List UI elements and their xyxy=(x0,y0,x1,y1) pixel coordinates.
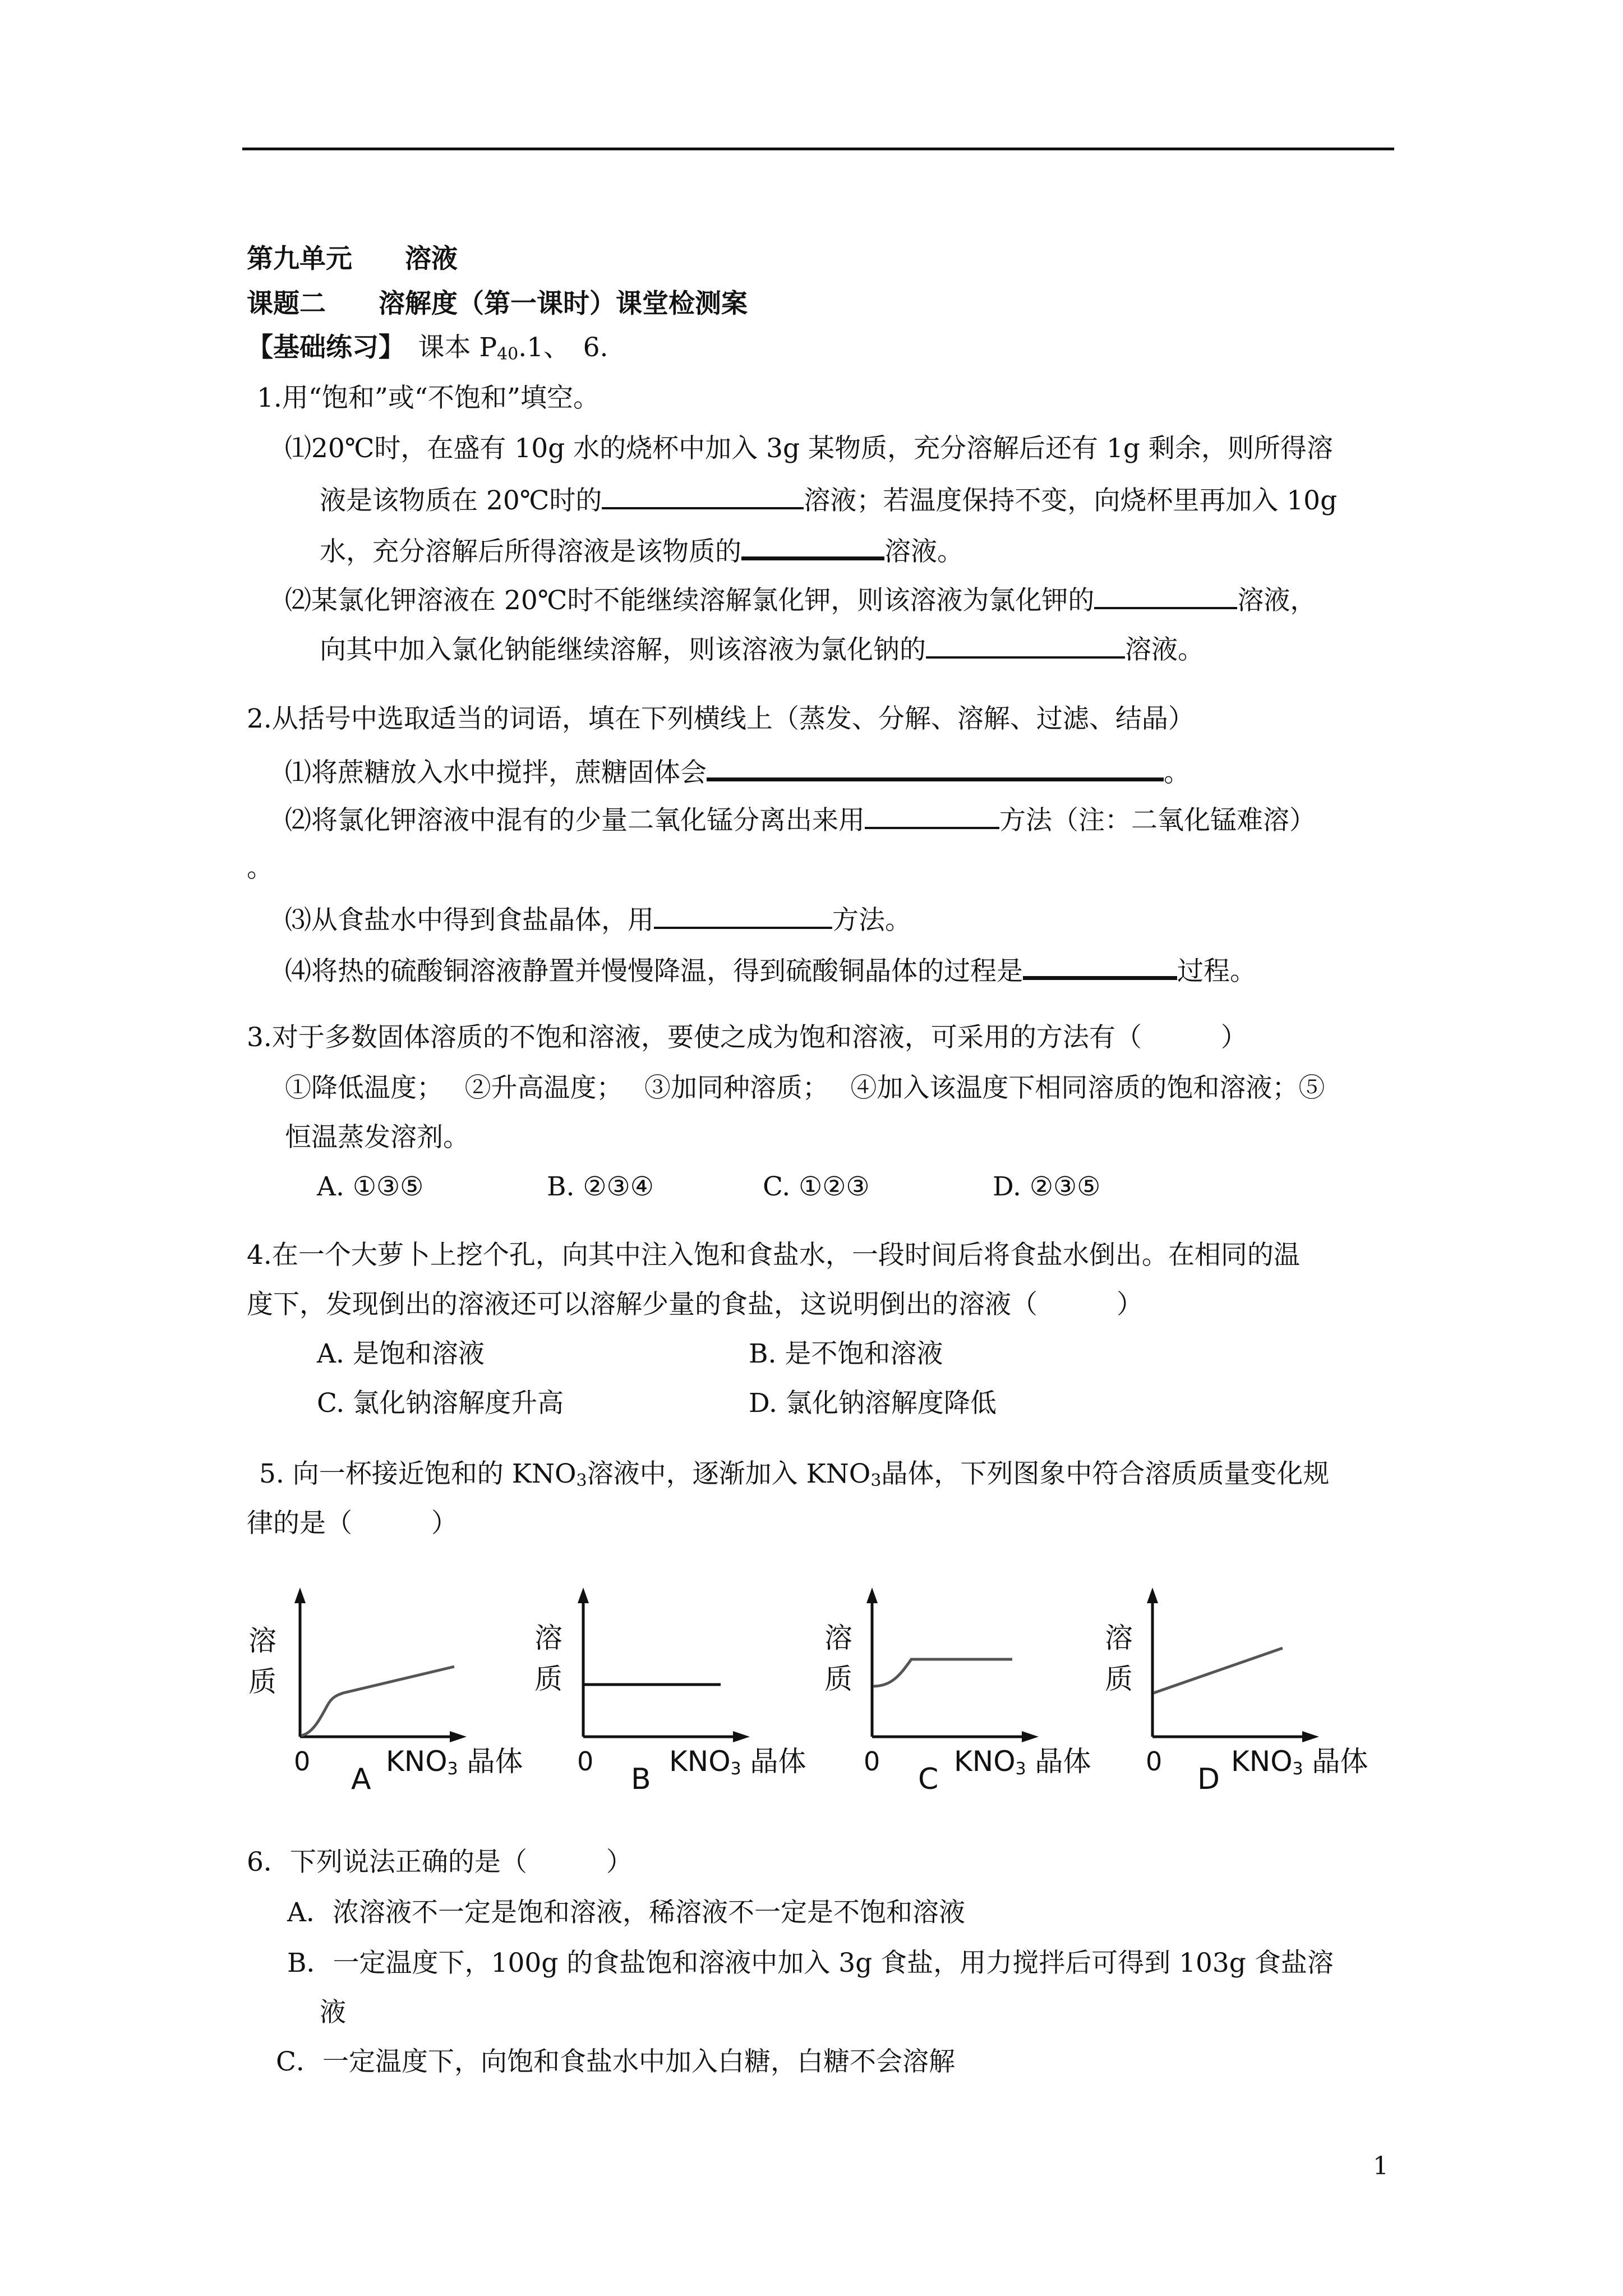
q4-stem-line1: 4.在一个大萝卜上挖个孔，向其中注入饱和食盐水，一段时间后将食盐水倒出。在相同的温 xyxy=(247,1240,1300,1271)
x-axis-arrow xyxy=(1302,1731,1319,1742)
q2-part2-text-b: 方法（注：二氧化锰难溶） xyxy=(999,805,1316,836)
graph-letter: B xyxy=(631,1763,651,1796)
x-label-sub: 3 xyxy=(730,1759,741,1779)
textbook-ref: 课本 P xyxy=(418,332,497,363)
y-label-top: 溶 xyxy=(824,1622,852,1654)
q2-part2 xyxy=(285,802,1316,838)
answer-blank[interactable] xyxy=(741,532,884,560)
page-number: 1 xyxy=(1373,2152,1389,2180)
y-axis-arrow xyxy=(1147,1588,1158,1603)
q5-text-c: 晶体，下列图象中符合溶质质量变化规 xyxy=(881,1458,1330,1489)
q6-option-b-line1[interactable]: B．一定温度下，100g 的食盐饱和溶液中加入 3g 食盐，用力搅拌后可得到 103g 食盐溶 xyxy=(287,1948,1334,1978)
q5-text-a: 5. 向一杯接近饱和的 KNO xyxy=(259,1458,577,1489)
y-label-bottom: 质 xyxy=(824,1663,852,1695)
x-label-text: KNO xyxy=(954,1745,1016,1778)
unit-title: 第九单元 溶液 xyxy=(247,243,458,274)
answer-blank[interactable] xyxy=(602,482,804,509)
answer-blank[interactable] xyxy=(654,902,832,929)
x-label-tail: 晶体 xyxy=(741,1745,806,1778)
q3-options-line1: ①降低温度； ②升高温度； ③加同种溶质； ④加入该温度下相同溶质的饱和溶液；⑤ xyxy=(285,1073,1325,1103)
q3-choice-b[interactable]: B. ②③④ xyxy=(547,1171,654,1202)
textbook-ref-tail: .1、 6. xyxy=(518,332,608,363)
y-label-bottom: 质 xyxy=(1105,1663,1133,1695)
y-label-top: 溶 xyxy=(534,1622,562,1654)
q1-part2-line1 xyxy=(285,582,1316,618)
y-axis-arrow xyxy=(866,1588,878,1603)
x-label-tail: 晶体 xyxy=(1026,1745,1091,1778)
y-axis-arrow xyxy=(578,1588,589,1603)
graph-c[interactable] xyxy=(799,1582,1091,1806)
x-label-sub: 3 xyxy=(1292,1759,1303,1779)
answer-blank[interactable] xyxy=(1023,951,1177,980)
q1-part1-text-b: 溶液；若温度保持不变，向烧杯里再加入 10g xyxy=(804,485,1338,516)
q1-part2-text-c: 向其中加入氯化钠能继续溶解，则该溶液为氯化钠的 xyxy=(320,634,926,665)
q3-stem: 3.对于多数固体溶质的不饱和溶液，要使之成为饱和溶液，可采用的方法有（ ） xyxy=(247,1022,1247,1053)
graph-d[interactable] xyxy=(1091,1582,1382,1806)
textbook-ref-page: 40 xyxy=(497,344,519,364)
x-label-text: KNO xyxy=(1231,1745,1293,1778)
x-label-tail: 晶体 xyxy=(458,1745,523,1778)
q1-stem: 1.用“饱和”或“不饱和”填空。 xyxy=(257,383,600,413)
q2-part4 xyxy=(285,951,1256,988)
q4-choice-d[interactable]: D. 氯化钠溶解度降低 xyxy=(749,1388,997,1419)
q1-part1-text-c: 水，充分溶解后所得溶液是该物质的 xyxy=(320,536,741,567)
x-label-text: KNO xyxy=(669,1745,731,1778)
q5-text-b: 溶液中，逐渐加入 KNO xyxy=(587,1458,871,1489)
origin-label: 0 xyxy=(864,1746,880,1777)
q3-choice-c[interactable]: C. ①②③ xyxy=(763,1171,870,1202)
q2-part2-text-a: ⑵将氯化钾溶液中混有的少量二氧化锰分离出来用 xyxy=(285,805,865,836)
graph-letter: C xyxy=(918,1763,939,1796)
answer-blank[interactable] xyxy=(926,632,1125,659)
x-axis-arrow xyxy=(733,1731,750,1742)
curve-a xyxy=(301,1667,454,1736)
section-line xyxy=(247,331,608,365)
graph-a[interactable] xyxy=(247,1582,527,1806)
x-axis-arrow xyxy=(450,1731,467,1742)
x-axis-arrow xyxy=(1022,1731,1039,1742)
x-label-tail: 晶体 xyxy=(1303,1745,1368,1778)
q2-part2-end: 。 xyxy=(247,853,273,884)
q5-stem-line1 xyxy=(259,1457,1329,1491)
q2-part1 xyxy=(285,753,1190,790)
answer-blank[interactable] xyxy=(707,753,1164,781)
y-label-bottom: 质 xyxy=(534,1663,562,1695)
q1-part2-line2 xyxy=(320,632,1204,667)
answer-blank[interactable] xyxy=(1094,582,1237,609)
curve-d xyxy=(1154,1648,1283,1693)
q1-part1-text-d: 溶液。 xyxy=(884,536,963,567)
y-label-top: 溶 xyxy=(248,1625,276,1657)
topic-title: 课题二 溶解度（第一课时）课堂检测案 xyxy=(247,288,748,319)
graph-b[interactable] xyxy=(530,1582,810,1806)
q3-choice-a[interactable]: A. ①③⑤ xyxy=(317,1171,424,1202)
q4-stem-line2: 度下，发现倒出的溶液还可以溶解少量的食盐，这说明倒出的溶液（ ） xyxy=(247,1289,1143,1320)
x-label-text: KNO xyxy=(386,1745,448,1778)
graph-letter: A xyxy=(351,1763,371,1796)
q2-part4-text-b: 过程。 xyxy=(1177,956,1256,987)
q1-part2-text-a: ⑵某氯化钾溶液在 20℃时不能继续溶解氯化钾，则该溶液为氯化钾的 xyxy=(285,585,1095,616)
q5-sub: 3 xyxy=(870,1471,882,1490)
q5-stem-line2: 律的是（ ） xyxy=(247,1508,458,1539)
curve-c xyxy=(873,1659,1012,1686)
q6-option-c[interactable]: C．一定温度下，向饱和食盐水中加入白糖，白糖不会溶解 xyxy=(276,2046,955,2077)
answer-blank[interactable] xyxy=(865,802,999,829)
header-rule xyxy=(242,148,1394,150)
origin-label: 0 xyxy=(294,1746,311,1777)
graph-letter: D xyxy=(1197,1763,1220,1796)
q3-options-line2: 恒温蒸发溶剂。 xyxy=(285,1122,469,1153)
q1-part1-line1: ⑴20℃时，在盛有 10g 水的烧杯中加入 3g 某物质，充分溶解后还有 1g 剩余，则所得溶 xyxy=(285,433,1333,464)
q1-part1-text-a: 液是该物质在 20℃时的 xyxy=(320,485,602,516)
q2-stem: 2.从括号中选取适当的词语，填在下列横线上（蒸发、分解、溶解、过滤、结晶） xyxy=(247,703,1195,734)
x-label-sub: 3 xyxy=(1015,1759,1026,1779)
x-label-sub: 3 xyxy=(447,1759,458,1779)
section-label: 【基础练习】 xyxy=(247,332,392,363)
q1-part1-line2 xyxy=(320,482,1337,518)
q4-choice-c[interactable]: C. 氯化钠溶解度升高 xyxy=(317,1388,564,1419)
y-axis-arrow xyxy=(294,1588,306,1603)
q4-choice-a[interactable]: A. 是饱和溶液 xyxy=(317,1338,485,1369)
q4-choice-b[interactable]: B. 是不饱和溶液 xyxy=(749,1338,943,1369)
origin-label: 0 xyxy=(577,1746,594,1777)
q1-part2-text-b: 溶液， xyxy=(1237,585,1317,616)
q2-part1-text: ⑴将蔗糖放入水中搅拌，蔗糖固体会 xyxy=(285,757,707,788)
q5-sub: 3 xyxy=(576,1471,587,1490)
x-axis-label xyxy=(386,1745,523,1778)
q6-option-a[interactable]: A．浓溶液不一定是饱和溶液，稀溶液不一定是不饱和溶液 xyxy=(287,1897,965,1928)
q2-part3-text-a: ⑶从食盐水中得到食盐晶体，用 xyxy=(285,905,654,936)
q2-part3-text-b: 方法。 xyxy=(832,905,911,936)
x-axis-label xyxy=(1231,1745,1368,1778)
y-label-top: 溶 xyxy=(1105,1622,1133,1654)
q2-part3 xyxy=(285,902,911,937)
q1-part1-line3 xyxy=(320,532,963,569)
q2-part1-end: 。 xyxy=(1164,757,1190,788)
q1-part2-text-d: 溶液。 xyxy=(1125,634,1204,665)
q2-part4-text-a: ⑷将热的硫酸铜溶液静置并慢慢降温，得到硫酸铜晶体的过程是 xyxy=(285,956,1023,987)
q6-option-b-line2: 液 xyxy=(320,1997,346,2028)
q3-choice-d[interactable]: D. ②③⑤ xyxy=(993,1171,1101,1202)
origin-label: 0 xyxy=(1146,1746,1163,1777)
q6-stem: 6．下列说法正确的是（ ） xyxy=(247,1847,633,1878)
x-axis-label xyxy=(669,1745,806,1778)
x-axis-label xyxy=(954,1745,1091,1778)
y-label-bottom: 质 xyxy=(248,1665,276,1698)
